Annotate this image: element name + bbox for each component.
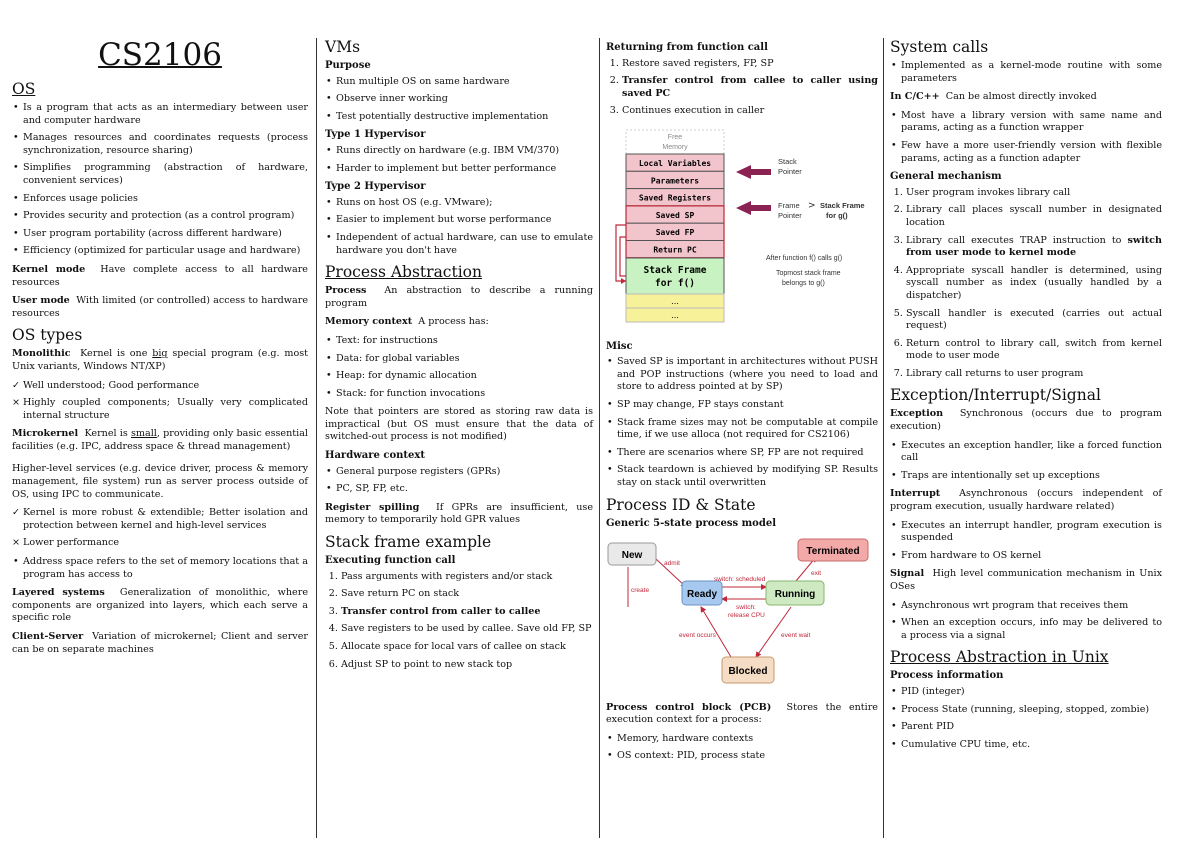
step-item: 5. Syscall handler is executed (carries out actual request): [906, 308, 1162, 333]
pro-item: ✓ Well understood; Good performance: [23, 380, 308, 393]
label-scheduled: switch: scheduled: [714, 576, 766, 584]
type2-heading: Type 2 Hypervisor: [325, 181, 426, 193]
type2-list: [325, 197, 593, 257]
list-item: • Provides security and protection (as a control program): [23, 210, 308, 223]
microkernel-pros-cons: [12, 507, 308, 550]
exception-def: Exception Synchronous (occurs due to program execution): [890, 408, 1162, 433]
after-call-label: After function f() calls g(): [766, 254, 843, 262]
list-item: • Parent PID: [901, 721, 1162, 734]
list-item: • Traps are intentionally set up exceptions: [901, 470, 1162, 483]
hardware-context-list: [325, 466, 593, 496]
list-item: • Most have a library version with same name and params, acting as a function wrapper: [901, 110, 1162, 135]
memory-context-list: [325, 335, 593, 400]
list-item: • Text: for instructions: [336, 335, 593, 348]
pro-item: ✓ Kernel is more robust & extendible; Better isolation and protection between kernel and high-level services: [23, 507, 308, 532]
step-item: 6. Adjust SP to point to new stack top: [341, 659, 593, 672]
step-item: 2. Save return PC on stack: [341, 588, 593, 601]
frame-f-label: Stack Frame: [643, 264, 707, 276]
list-item: • Cumulative CPU time, etc.: [901, 739, 1162, 752]
exec-call-heading: Executing function call: [325, 555, 456, 567]
step-item: 4. Appropriate syscall handler is determined, using syscall number as index (usually handled by a dispatcher): [906, 265, 1162, 303]
step-item: 3. Transfer control from caller to callee: [341, 606, 593, 619]
list-item: • PC, SP, FP, etc.: [336, 483, 593, 496]
frame-g-label: for g(): [826, 210, 848, 220]
hardware-context-heading: Hardware context: [325, 450, 425, 462]
list-item: • SP may change, FP stays constant: [617, 399, 878, 412]
list-item: • Few have a more user-friendly version with flexible params, acting as a function adapter: [901, 140, 1162, 165]
cc-def: In C/C++ Can be almost directly invoked: [890, 91, 1097, 103]
step-item: 1. User program invokes library call: [906, 187, 1162, 200]
frame-pointer-label: Frame: [778, 200, 800, 210]
stack-cell-label: Saved SP: [655, 210, 695, 220]
interrupt-list: [890, 520, 1162, 563]
stack-cell-label: Saved FP: [655, 228, 695, 238]
exception-interrupt-signal-heading: Exception/Interrupt/Signal: [890, 386, 1101, 405]
arrowhead-icon: [621, 278, 626, 284]
os-types-heading: OS types: [12, 326, 83, 345]
system-calls-list: [890, 60, 1162, 85]
exception-list: [890, 440, 1162, 483]
column-3: [606, 38, 878, 769]
column-2: [325, 38, 593, 677]
misc-list: [606, 356, 878, 489]
list-item: • Efficiency (optimized for particular usage and hardware): [23, 245, 308, 258]
con-item: × Highly coupled components; Usually very complicated internal structure: [23, 397, 308, 422]
client-server-def: Client-Server Variation of microkernel; Client and server can be on separate machines: [12, 631, 308, 655]
list-item: • OS context: PID, process state: [617, 750, 878, 763]
pcb-list: [606, 733, 878, 763]
con-item: × Lower performance: [23, 537, 308, 550]
pointer-note: Note that pointers are stored as storing raw data is impractical (but OS must ensure that the data of switched-out process is not modified): [325, 406, 593, 443]
label-release: switch:: [736, 604, 756, 612]
exec-call-steps: [325, 571, 593, 672]
step-item: 4. Save registers to be used by callee. Save old FP, SP: [341, 623, 593, 636]
step-item: 7. Library call returns to user program: [906, 368, 1162, 381]
frame-g-label: Stack Frame: [820, 200, 865, 210]
general-mechanism-steps: [890, 187, 1162, 381]
dots-label: ...: [671, 296, 679, 306]
user-mode-def: User mode With limited (or controlled) access to hardware resources: [12, 295, 309, 319]
list-item: • User program portability (across different hardware): [23, 228, 308, 241]
label-release: release CPU: [728, 612, 765, 620]
label-exit: exit: [811, 570, 822, 578]
list-item: • Executes an interrupt handler, program execution is suspended: [901, 520, 1162, 545]
list-item: • Process State (running, sleeping, stopped, zombie): [901, 704, 1162, 717]
list-item: • Run multiple OS on same hardware: [336, 76, 593, 89]
microkernel-services: Higher-level services (e.g. device driver, process & memory management, file system) run as server process outside of OS, using IPC to communicate.: [12, 463, 308, 500]
list-item: • Harder to implement but better performance: [336, 163, 593, 176]
list-item: • General purpose registers (GPRs): [336, 466, 593, 479]
stack-frame-heading: Stack frame example: [325, 533, 492, 552]
stack-cell-label: Return PC: [653, 245, 697, 255]
interrupt-def: Interrupt Asynchronous (occurs independent of program execution, usually hardware related): [890, 488, 1162, 513]
cc-list: [890, 110, 1162, 165]
saved-sp-link: [620, 237, 626, 276]
type1-heading: Type 1 Hypervisor: [325, 129, 426, 141]
list-item: • Runs directly on hardware (e.g. IBM VM/370): [336, 145, 593, 158]
stack-cells: [626, 154, 724, 258]
column-4: [890, 38, 1162, 757]
process-abstraction-heading: Process Abstraction: [325, 263, 482, 282]
return-call-steps: [606, 58, 878, 118]
general-mechanism-heading: General mechanism: [890, 171, 1002, 183]
microkernel-def: Microkernel Kernel is small, providing only basic essential facilities (e.g. IPC, address space & thread management): [12, 428, 308, 452]
state-blocked-label: Blocked: [728, 666, 768, 678]
pcb-def: Process control block (PCB) Stores the entire execution context for a process:: [606, 701, 878, 726]
register-spilling-def: Register spilling If GPRs are insufficient, use memory to temporarily hold GPR values: [325, 501, 593, 526]
list-item: • Simplifies programming (abstraction of hardware, convenient services): [23, 162, 308, 187]
list-item: • Is a program that acts as an intermediary between user and computer hardware: [23, 102, 308, 127]
list-item: • Stack teardown is achieved by modifying SP. Results stay on stack until overwritten: [617, 464, 878, 489]
monolithic-pros-cons: [12, 380, 308, 423]
step-item: 1. Pass arguments with registers and/or stack: [341, 571, 593, 584]
process-abstraction-unix-heading: Process Abstraction in Unix: [890, 648, 1109, 667]
state-ready-label: Ready: [686, 589, 718, 601]
stack-cell-label: Saved Registers: [638, 193, 712, 203]
label-event-occurs: event occurs: [679, 632, 716, 640]
step-item: 3. Library call executes TRAP instruction to switch from user mode to kernel mode: [906, 235, 1162, 260]
list-item: • Enforces usage policies: [23, 193, 308, 206]
frame-pointer-label: Pointer: [778, 210, 802, 220]
process-def: Process An abstraction to describe a running program: [325, 285, 593, 309]
memory-context-def: Memory context A process has:: [325, 316, 489, 328]
return-call-heading: Returning from function call: [606, 42, 768, 53]
step-item: 1. Restore saved registers, FP, SP: [622, 58, 878, 71]
step-item: 2. Library call places syscall number in designated location: [906, 204, 1162, 229]
list-item: • Stack frame sizes may not be computable at compile time, if we use alloca (not required for CS2106): [617, 417, 878, 442]
signal-list: [890, 600, 1162, 643]
process-info-heading: Process information: [890, 670, 1004, 682]
list-item: • There are scenarios where SP, FP are not required: [617, 447, 878, 460]
list-item: • Independent of actual hardware, can use to emulate hardware you don't have: [336, 232, 593, 257]
page-title: CS2106: [98, 37, 222, 73]
stack-cell-label: Parameters: [650, 176, 700, 186]
stack-pointer-label: Pointer: [778, 166, 802, 176]
system-calls-heading: System calls: [890, 38, 989, 56]
vms-heading: VMs: [325, 38, 361, 56]
list-item: • Executes an exception handler, like a forced function call: [901, 440, 1162, 465]
dots-label: ...: [671, 310, 679, 320]
purpose-heading: Purpose: [325, 60, 371, 71]
label-admit: admit: [664, 560, 680, 568]
topmost-label: Topmost stack frame: [776, 269, 841, 277]
os-heading: OS: [12, 80, 36, 98]
process-state-diagram: [606, 537, 878, 689]
step-item: 6. Return control to library call, switch from kernel mode to user mode: [906, 338, 1162, 363]
list-item: • Test potentially destructive implementation: [336, 111, 593, 124]
stack-frame-diagram: [606, 128, 878, 326]
list-item: • Address space refers to the set of memory locations that a program has access to: [23, 556, 308, 581]
state-terminated-label: Terminated: [806, 546, 860, 558]
list-item: • Implemented as a kernel-mode routine with some parameters: [901, 60, 1162, 85]
column-1: [12, 38, 308, 662]
free-memory-label: Free: [667, 133, 683, 141]
state-model-heading: Generic 5-state process model: [606, 517, 776, 529]
list-item: • Observe inner working: [336, 93, 593, 106]
frame-pointer-arrow: [736, 201, 771, 215]
list-item: • From hardware to OS kernel: [901, 550, 1162, 563]
list-item: • Easier to implement but worse performance: [336, 214, 593, 227]
kernel-mode-def: Kernel mode Have complete access to all hardware resources: [12, 263, 308, 288]
topmost-label: belongs to g(): [782, 279, 825, 287]
os-list: [12, 102, 308, 258]
type1-list: [325, 145, 593, 175]
list-item: • Stack: for function invocations: [336, 388, 593, 401]
purpose-list: [325, 76, 593, 124]
stack-pointer-arrow: [736, 165, 771, 179]
stack-cell-label: Local Variables: [638, 158, 712, 168]
step-item: 3. Continues execution in caller: [622, 105, 878, 118]
list-item: • Heap: for dynamic allocation: [336, 370, 593, 383]
step-item: 5. Allocate space for local vars of callee on stack: [341, 641, 593, 654]
column-divider: [316, 38, 317, 838]
frame-f-label: for f(): [654, 277, 696, 289]
step-item: 2. Transfer control from callee to caller using saved PC: [622, 75, 878, 100]
free-memory-label: Memory: [662, 143, 688, 151]
list-item: • When an exception occurs, info may be delivered to a process via a signal: [901, 617, 1162, 642]
address-space-list: [12, 556, 308, 581]
signal-def: Signal High level communication mechanism in Unix OSes: [890, 568, 1162, 592]
process-id-heading: Process ID & State: [606, 495, 756, 514]
label-create: create: [631, 587, 650, 595]
list-item: • Memory, hardware contexts: [617, 733, 878, 746]
list-item: • Data: for global variables: [336, 353, 593, 366]
list-item: • Asynchronous wrt program that receives them: [901, 600, 1162, 613]
column-divider: [883, 38, 884, 838]
stack-pointer-label: Stack: [778, 156, 797, 166]
list-item: • Runs on host OS (e.g. VMware);: [336, 197, 593, 210]
column-divider: [599, 38, 600, 838]
state-running-label: Running: [774, 589, 816, 601]
list-item: • PID (integer): [901, 686, 1162, 699]
misc-heading: Misc: [606, 340, 633, 352]
label-event-wait: event wait: [781, 632, 811, 640]
list-item: • Saved SP is important in architectures without PUSH and POP instructions (where you need to load and store to address pointed at by SP): [617, 356, 878, 394]
saved-fp-link: [616, 225, 626, 281]
state-new-label: New: [621, 550, 643, 562]
process-info-list: [890, 686, 1162, 751]
monolithic-def: Monolithic Kernel is one big special program (e.g. most Unix variants, Windows NT/XP): [12, 348, 309, 372]
brace-icon: >: [808, 200, 816, 211]
list-item: • Manages resources and coordinates requests (process synchronization, resource sharing): [23, 132, 308, 157]
layered-def: Layered systems Generalization of monolithic, where components are organized into layers, which each serve a specific role: [12, 587, 309, 624]
